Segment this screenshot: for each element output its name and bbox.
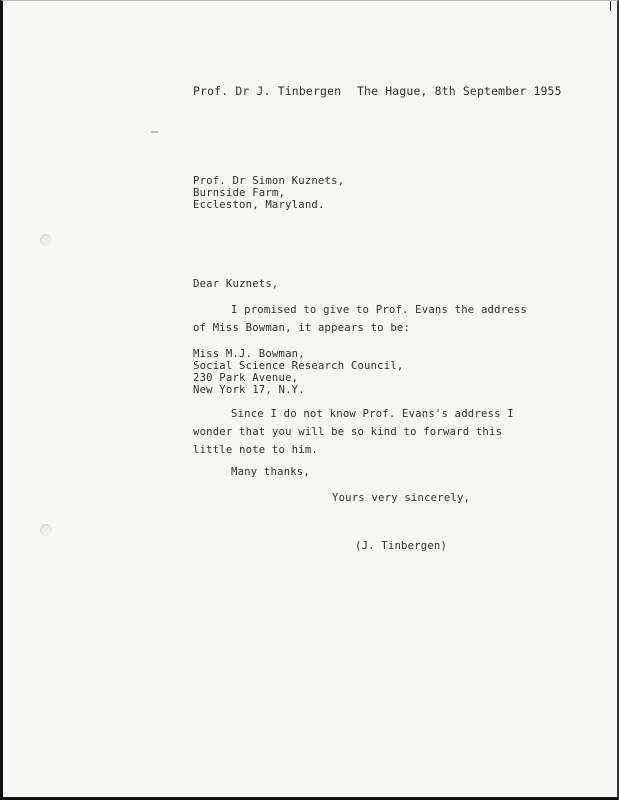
recipient-line-2: Burnside Farm,: [193, 187, 286, 199]
address-line-2: Social Science Research Council,: [193, 360, 404, 372]
paragraph1-line-1: I promised to give to Prof. Evans the address: [231, 304, 528, 316]
recipient-line-3: Eccleston, Maryland.: [193, 199, 325, 211]
address-line-4: New York 17, N.Y.: [193, 384, 305, 396]
recipient-line-1: Prof. Dr Simon Kuznets,: [193, 175, 345, 187]
thanks-line: Many thanks,: [231, 466, 310, 478]
paragraph2-line-1: Since I do not know Prof. Evans's address I: [231, 408, 514, 420]
punch-hole-bottom: [40, 524, 52, 536]
page-corner-mark: [602, 1, 611, 11]
paragraph1-line-2: of Miss Bowman, it appears to be:: [193, 322, 411, 334]
address-line-1: Miss M.J. Bowman,: [193, 348, 305, 360]
closing-line: Yours very sincerely,: [332, 492, 471, 504]
paragraph2-line-2: wonder that you will be so kind to forward this: [193, 426, 503, 438]
sender-name: Prof. Dr J. Tinbergen: [193, 84, 342, 98]
signature-line: (J. Tinbergen): [355, 540, 448, 552]
address-line-3: 230 Park Avenue,: [193, 372, 299, 384]
punch-hole-top: [40, 234, 52, 246]
salutation: Dear Kuznets,: [193, 278, 279, 290]
place-date: The Hague, 8th September 1955: [357, 84, 562, 98]
paragraph2-line-3: little note to him.: [193, 444, 318, 456]
paper-speck: [151, 131, 158, 133]
